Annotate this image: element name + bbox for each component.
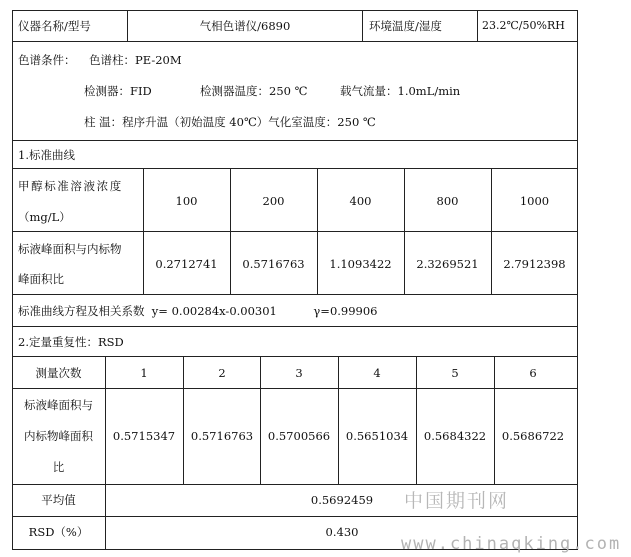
oven-program: 柱 温：程序升温（初始温度 40℃）气化室温度：250 ℃ bbox=[84, 115, 376, 129]
concentration-cell: 100 bbox=[175, 194, 198, 208]
detector-spec: 检测器：FID bbox=[84, 84, 152, 98]
col-divider bbox=[317, 168, 318, 294]
instrument-label: 仪器名称/型号 bbox=[18, 19, 91, 33]
run-number-cell: 4 bbox=[373, 366, 381, 380]
concentration-cell: 800 bbox=[436, 194, 459, 208]
row-divider bbox=[12, 484, 578, 485]
s2-ratio-label-line2: 内标物峰面积 bbox=[24, 429, 93, 443]
env-value: 23.2℃/50%RH bbox=[482, 19, 565, 32]
concentration-cell: 1000 bbox=[519, 194, 550, 208]
row-divider bbox=[12, 41, 578, 42]
section2-title: 2.定量重复性：RSD bbox=[18, 335, 124, 349]
row-divider bbox=[12, 516, 578, 517]
method-validation-table bbox=[12, 10, 578, 550]
repeat-ratio-cell: 0.5715347 bbox=[112, 429, 176, 443]
instrument-value: 气相色谱仪/6890 bbox=[199, 19, 291, 33]
row-divider bbox=[12, 294, 578, 295]
section1-title: 1.标准曲线 bbox=[18, 148, 75, 162]
col-divider bbox=[477, 10, 478, 41]
repeat-ratio-cell: 0.5651034 bbox=[345, 429, 409, 443]
repeat-ratio-cell: 0.5716763 bbox=[190, 429, 254, 443]
row-divider bbox=[12, 140, 578, 141]
repeat-ratio-cell: 0.5686722 bbox=[501, 429, 565, 443]
mean-label: 平均值 bbox=[41, 493, 76, 507]
conc-label-line2: （mg/L） bbox=[18, 210, 71, 224]
mean-value: 0.5692459 bbox=[310, 493, 374, 507]
watermark-url: www.chinaqking.com bbox=[401, 534, 622, 554]
conc-label-line1: 甲醇标准溶液浓度 bbox=[18, 179, 123, 193]
run-number-cell: 5 bbox=[451, 366, 459, 380]
rsd-label: RSD（%） bbox=[28, 525, 89, 539]
run-number-cell: 2 bbox=[218, 366, 226, 380]
s2-ratio-label-line3: 比 bbox=[52, 460, 65, 474]
col-divider bbox=[230, 168, 231, 294]
ratio-label-line2: 峰面积比 bbox=[18, 272, 64, 286]
repeat-ratio-cell: 0.5700566 bbox=[267, 429, 331, 443]
area-ratio-cell: 2.3269521 bbox=[416, 257, 479, 271]
area-ratio-cell: 0.2712741 bbox=[155, 257, 218, 271]
s2-ratio-label-line1: 标液峰面积与 bbox=[24, 398, 93, 412]
area-ratio-cell: 0.5716763 bbox=[242, 257, 305, 271]
calibration-equation: 标准曲线方程及相关系数 y= 0.00284x-0.00301 γ=0.99906 bbox=[18, 304, 378, 318]
area-ratio-cell: 2.7912398 bbox=[503, 257, 566, 271]
conditions-label: 色谱条件： bbox=[18, 53, 76, 67]
col-divider bbox=[362, 10, 363, 41]
repeat-ratio-cell: 0.5684322 bbox=[423, 429, 487, 443]
col-divider bbox=[143, 168, 144, 294]
column-spec: 色谱柱：PE-20M bbox=[89, 53, 182, 67]
ratio-label-line1: 标液峰面积与内标物 bbox=[18, 242, 122, 256]
detector-temp: 检测器温度：250 ℃ bbox=[200, 84, 308, 98]
concentration-cell: 200 bbox=[262, 194, 285, 208]
row-divider bbox=[12, 168, 578, 169]
concentration-cell: 400 bbox=[349, 194, 372, 208]
col-divider bbox=[404, 168, 405, 294]
watermark-logo-text: 中国期刊网 bbox=[404, 490, 510, 512]
carrier-flow: 载气流量：1.0mL/min bbox=[340, 84, 461, 98]
rsd-value: 0.430 bbox=[325, 525, 359, 539]
run-number-cell: 3 bbox=[295, 366, 303, 380]
row-divider bbox=[12, 326, 578, 327]
count-label: 测量次数 bbox=[35, 366, 82, 380]
area-ratio-cell: 1.1093422 bbox=[329, 257, 392, 271]
run-number-cell: 6 bbox=[529, 366, 537, 380]
env-label: 环境温度/湿度 bbox=[369, 19, 442, 33]
run-number-cell: 1 bbox=[140, 366, 148, 380]
row-divider bbox=[12, 231, 578, 232]
col-divider bbox=[491, 168, 492, 294]
